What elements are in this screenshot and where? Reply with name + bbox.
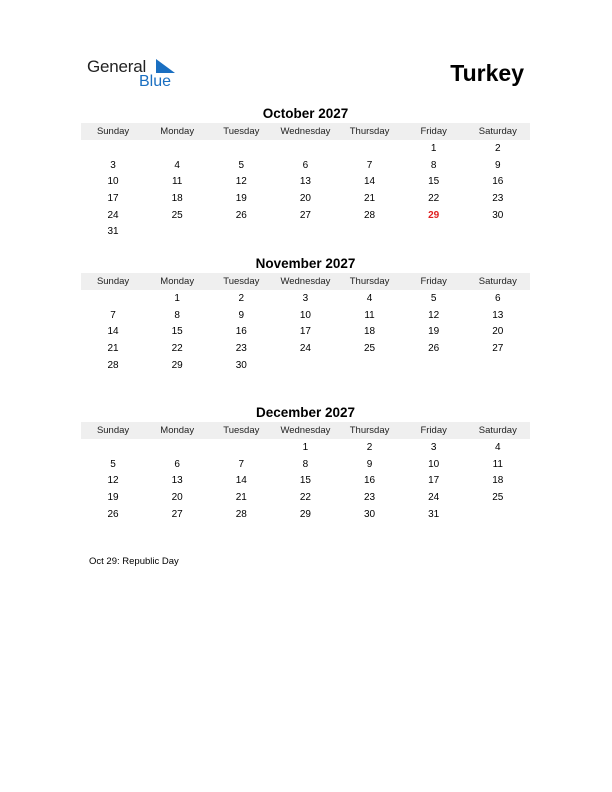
week-row <box>81 173 530 190</box>
day-cell: 14 <box>107 326 119 338</box>
day-cell: 3 <box>302 292 309 304</box>
holiday-date: 29 <box>428 209 440 221</box>
day-cell: 22 <box>428 192 440 204</box>
day-cell: 30 <box>492 209 504 221</box>
day-cell: 10 <box>299 309 311 321</box>
day-cell: 22 <box>299 491 311 503</box>
week-row <box>81 207 530 224</box>
day-cell: 31 <box>428 508 440 520</box>
weekday-label: Monday <box>160 425 195 436</box>
month-title: November 2027 <box>255 256 356 271</box>
day-cell: 6 <box>174 458 180 470</box>
day-cell: 24 <box>428 491 440 503</box>
week-row <box>81 157 530 174</box>
day-cell: 3 <box>430 441 437 453</box>
day-cell: 15 <box>171 326 183 338</box>
weekday-label: Friday <box>420 126 447 137</box>
month-november <box>81 255 530 373</box>
day-cell: 23 <box>492 192 504 204</box>
day-cell: 1 <box>302 441 309 453</box>
week-row <box>81 290 530 307</box>
day-cell: 6 <box>495 292 501 304</box>
day-cell: 14 <box>364 176 376 188</box>
day-cell: 29 <box>299 508 311 520</box>
day-cell: 14 <box>235 475 247 487</box>
day-cell: 19 <box>428 326 440 338</box>
day-cell: 1 <box>430 142 437 154</box>
weekday-label: Friday <box>420 425 447 436</box>
day-cell: 21 <box>107 342 119 354</box>
day-cell: 16 <box>364 475 376 487</box>
day-cell: 9 <box>366 458 373 470</box>
logo-triangle-icon <box>87 57 187 93</box>
day-cell: 5 <box>238 159 245 171</box>
day-cell: 16 <box>235 326 247 338</box>
week-row <box>81 323 530 340</box>
logo-text-general: General <box>87 57 147 76</box>
day-cell: 19 <box>107 491 119 503</box>
day-cell: 27 <box>492 342 504 354</box>
day-cell: 11 <box>364 309 375 321</box>
month-title: October 2027 <box>262 106 349 121</box>
day-cell: 4 <box>366 292 373 304</box>
day-cell: 7 <box>238 458 245 470</box>
weekday-header-row <box>81 123 530 140</box>
day-cell: 10 <box>107 176 119 188</box>
day-cell: 24 <box>299 342 311 354</box>
day-cell: 12 <box>428 309 440 321</box>
day-cell: 2 <box>366 441 373 453</box>
day-cell: 31 <box>107 226 119 238</box>
day-cell: 24 <box>107 209 119 221</box>
day-cell: 13 <box>299 176 311 188</box>
day-cell: 8 <box>174 309 180 321</box>
day-cell: 13 <box>492 309 504 321</box>
country-title: Turkey <box>450 60 524 86</box>
day-cell: 6 <box>302 159 309 171</box>
weekday-label: Wednesday <box>280 126 331 137</box>
day-cell: 15 <box>428 176 440 188</box>
day-cell: 5 <box>430 292 437 304</box>
day-cell: 17 <box>107 192 119 204</box>
weekday-header-row <box>81 422 530 439</box>
day-cell: 30 <box>364 508 376 520</box>
day-cell: 21 <box>235 491 247 503</box>
weekday-label: Saturday <box>478 276 517 287</box>
week-row <box>81 357 530 374</box>
weekday-label: Tuesday <box>223 276 260 287</box>
day-cell: 25 <box>492 491 504 503</box>
weekday-label: Sunday <box>96 276 130 287</box>
day-cell: 26 <box>235 209 247 221</box>
day-cell: 9 <box>495 159 501 171</box>
week-row <box>81 506 530 523</box>
day-cell: 27 <box>171 508 183 520</box>
month-december <box>81 404 530 522</box>
day-cell: 7 <box>110 309 116 321</box>
day-cell: 12 <box>107 475 119 487</box>
day-cell: 27 <box>299 209 311 221</box>
day-cell: 28 <box>364 209 376 221</box>
weekday-label: Wednesday <box>280 276 331 287</box>
weekday-label: Thursday <box>349 276 390 287</box>
day-cell: 13 <box>171 475 183 487</box>
day-cell: 23 <box>235 342 247 354</box>
week-row <box>81 190 530 207</box>
day-cell: 26 <box>428 342 440 354</box>
day-cell: 28 <box>107 359 119 371</box>
day-cell: 17 <box>299 326 311 338</box>
day-cell: 25 <box>364 342 376 354</box>
week-row <box>81 307 530 324</box>
week-row <box>81 340 530 357</box>
month-october <box>81 105 530 240</box>
day-cell: 20 <box>171 491 183 503</box>
day-cell: 3 <box>110 159 116 171</box>
day-cell: 19 <box>235 192 247 204</box>
weekday-label: Wednesday <box>280 425 331 436</box>
week-row <box>81 223 530 240</box>
day-cell: 15 <box>299 475 311 487</box>
day-cell: 21 <box>364 192 376 204</box>
weekday-label: Friday <box>420 276 447 287</box>
week-row <box>81 456 530 473</box>
day-cell: 11 <box>492 458 503 470</box>
day-cell: 9 <box>238 309 245 321</box>
day-cell: 17 <box>428 475 440 487</box>
weekday-label: Sunday <box>96 126 130 137</box>
day-cell: 4 <box>174 159 180 171</box>
day-cell: 22 <box>171 342 183 354</box>
day-cell: 2 <box>495 142 501 154</box>
day-cell: 18 <box>171 192 183 204</box>
weekday-label: Saturday <box>478 126 517 137</box>
week-row <box>81 140 530 157</box>
day-cell: 16 <box>492 176 504 188</box>
day-cell: 5 <box>110 458 116 470</box>
day-cell: 1 <box>174 292 180 304</box>
day-cell: 20 <box>299 192 311 204</box>
week-row <box>81 439 530 456</box>
weekday-label: Saturday <box>478 425 517 436</box>
weekday-label: Monday <box>160 126 195 137</box>
day-cell: 11 <box>171 176 183 188</box>
weekday-label: Tuesday <box>223 425 260 436</box>
day-cell: 25 <box>171 209 183 221</box>
logo-text-blue: Blue <box>139 73 172 90</box>
day-cell: 20 <box>492 326 504 338</box>
weekday-label: Tuesday <box>223 126 260 137</box>
weekday-label: Monday <box>160 276 195 287</box>
holiday-note: Oct 29: Republic Day <box>89 556 179 567</box>
day-cell: 29 <box>171 359 183 371</box>
weekday-label: Thursday <box>349 126 390 137</box>
week-row <box>81 489 530 506</box>
day-cell: 8 <box>430 159 437 171</box>
day-cell: 7 <box>366 159 373 171</box>
day-cell: 18 <box>492 475 504 487</box>
day-cell: 2 <box>238 292 245 304</box>
day-cell: 4 <box>495 441 501 453</box>
day-cell: 28 <box>235 508 247 520</box>
weekday-label: Sunday <box>96 425 130 436</box>
day-cell: 18 <box>364 326 376 338</box>
day-cell: 12 <box>235 176 247 188</box>
weekday-label: Thursday <box>349 425 390 436</box>
day-cell: 26 <box>107 508 119 520</box>
month-title: December 2027 <box>255 405 356 420</box>
day-cell: 10 <box>428 458 440 470</box>
week-row <box>81 472 530 489</box>
day-cell: 23 <box>364 491 376 503</box>
weekday-header-row <box>81 273 530 290</box>
generalblue-logo <box>87 57 187 93</box>
holiday-notes <box>89 556 179 567</box>
day-cell: 30 <box>235 359 247 371</box>
day-cell: 8 <box>302 458 309 470</box>
